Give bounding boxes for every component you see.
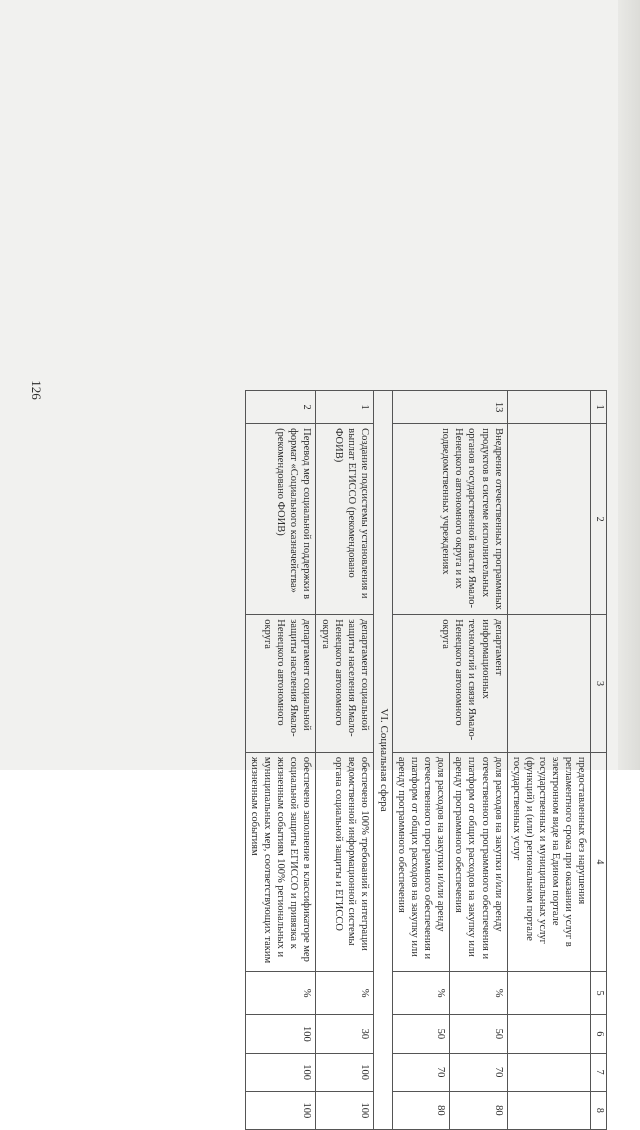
row-13-number: 13 [392, 391, 507, 424]
section-row [374, 391, 393, 1130]
unit: % [316, 971, 374, 1014]
col-header-5: 5 [591, 971, 607, 1014]
row-13-value-7b: 70 [392, 1053, 450, 1091]
row-13-unit-2: % [392, 971, 450, 1014]
header-row [591, 391, 607, 1130]
col-header-1: 1 [591, 391, 607, 424]
table-row [245, 391, 316, 1130]
value-col-7: 100 [245, 1053, 316, 1091]
section-title: VI. Социальная сфера [374, 391, 393, 1130]
value-col-7: 100 [316, 1053, 374, 1091]
row-13-value-8b: 80 [392, 1091, 450, 1129]
col-header-6: 6 [591, 1015, 607, 1053]
measure-name: Перевод мер социальной поддержки в формат «Социального казначейства» (рекомендовано ФОИВ) [245, 424, 316, 615]
col-header-7: 7 [591, 1053, 607, 1091]
row-13-value-6a: 50 [450, 1015, 508, 1053]
col-header-8: 8 [591, 1091, 607, 1129]
row-13-unit-1: % [450, 971, 508, 1014]
value-col-8: 100 [245, 1091, 316, 1129]
table-row [316, 391, 374, 1130]
value-col-6: 30 [316, 1015, 374, 1053]
col-header-3: 3 [591, 615, 607, 753]
row-13-value-6b: 50 [392, 1015, 450, 1053]
row-number: 1 [316, 391, 374, 424]
responsible-department: департамент социальной защиты населения Ямало-Ненецкого автономного округа [245, 615, 316, 753]
row-13-name: Внедрение отечественных программных продуктов в системе исполнительных органов государственной власти Ямало-Ненецкого автономного округа и их подведомственных учреждениях [392, 424, 507, 615]
row-13-department: департамент информационных технологий и связи Ямало-Ненецкого автономного округа [392, 615, 507, 753]
col-header-2: 2 [591, 424, 607, 615]
col-header-4: 4 [591, 752, 607, 971]
value-col-8: 100 [316, 1091, 374, 1129]
continuation-row [507, 391, 591, 1130]
row-13-a [450, 391, 508, 1130]
continuation-indicator: предоставленных без нарушения регламентного срока при оказании услуг в электронном виде на Едином портале государственных и муниципальных услуг (функций) и (или) региональном портале государственных услуг [507, 752, 591, 971]
row-13-value-7a: 70 [450, 1053, 508, 1091]
unit: % [245, 971, 316, 1014]
scan-edge [618, 0, 640, 770]
responsible-department: департамент социальной защиты населения Ямало-Ненецкого автономного округа [316, 615, 374, 753]
rotated-table-wrapper [97, 390, 607, 1130]
row-13-value-8a: 80 [450, 1091, 508, 1129]
page-number: 126 [29, 380, 44, 400]
measures-table [245, 390, 607, 1130]
indicator-text: обеспечено заполнение в классификаторе мер социальной защиты ЕГИССО и привязка к жизненным событиям 100% региональных и муниципальных мер, соответствующих таким жизненным событиям [245, 752, 316, 971]
measure-name: Создание подсистемы установления и выплат ЕГИССО (рекомендовано ФОИВ) [316, 424, 374, 615]
row-13-indicator-2: доля расходов на закупки и/или аренду отечественного программного обеспечения и платформ от общих расходов на закупку или аренду программного обеспечения [392, 752, 450, 971]
row-number: 2 [245, 391, 316, 424]
value-col-6: 100 [245, 1015, 316, 1053]
indicator-text: обеспечено 100% требований к интеграции ведомственной информационной системы органа социальной защиты и ЕГИССО [316, 752, 374, 971]
row-13-indicator-1: доля расходов на закупки и/или аренду отечественного программного обеспечения и платформ от общих расходов на закупку или аренду программного обеспечения [450, 752, 508, 971]
